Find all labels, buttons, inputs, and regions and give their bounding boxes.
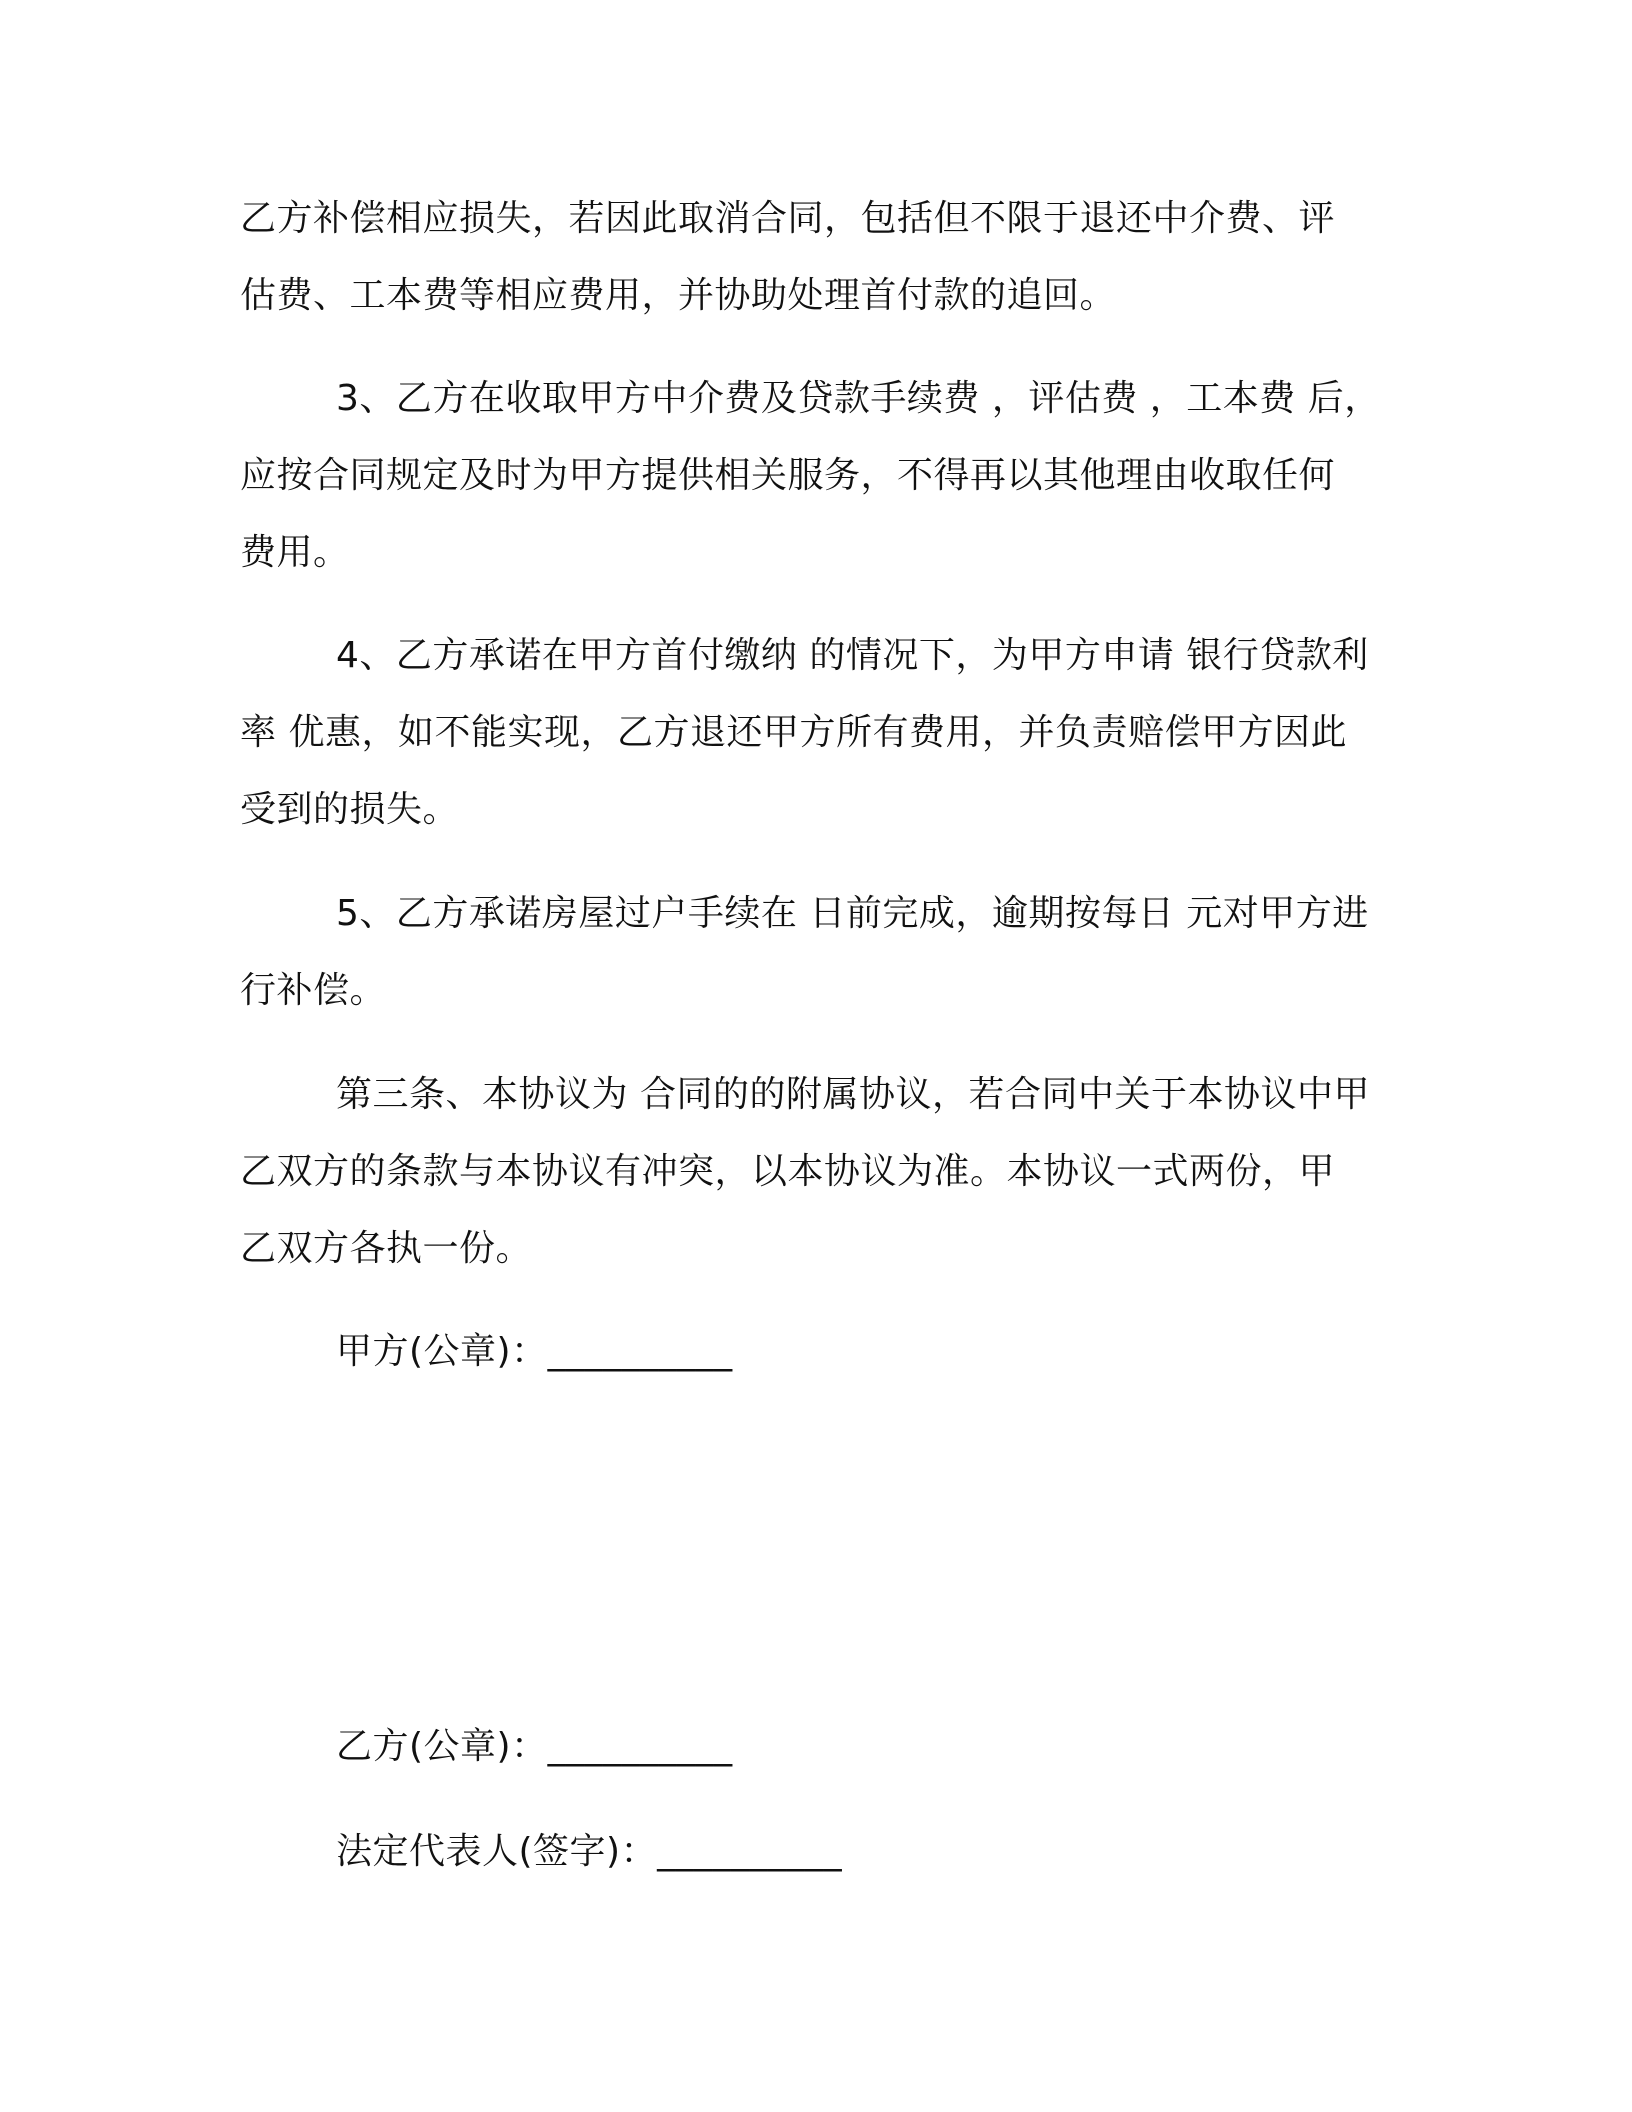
paragraph-line: 率 优惠，如不能实现，乙方退还甲方所有费用，并负责赔偿甲方因此 bbox=[240, 712, 1347, 753]
paragraph-line: 乙双方的条款与本协议有冲突，以本协议为准。本协议一式两份，甲 bbox=[240, 1151, 1336, 1192]
paragraph-compensation-continued bbox=[240, 180, 1400, 334]
paragraph-article-3 bbox=[240, 1056, 1400, 1287]
paragraph-line: 乙双方各执一份。 bbox=[240, 1228, 533, 1269]
party-a-signature-line: 甲方(公章)：__________ bbox=[336, 1331, 733, 1372]
paragraph-line: 4、乙方承诺在甲方首付缴纳 的情况下，为甲方申请 银行贷款利 bbox=[336, 635, 1369, 676]
paragraph-clause-4 bbox=[240, 617, 1400, 848]
legal-representative-signature-line: 法定代表人(签字)：__________ bbox=[336, 1831, 843, 1872]
paragraph-line: 应按合同规定及时为甲方提供相关服务，不得再以其他理由收取任何 bbox=[240, 455, 1336, 496]
party-b-signature-line: 乙方(公章)：__________ bbox=[336, 1726, 733, 1767]
paragraph-line: 估费、工本费等相应费用，并协助处理首付款的追回。 bbox=[240, 275, 1117, 316]
paragraph-line: 受到的损失。 bbox=[240, 789, 460, 830]
paragraph-line: 费用。 bbox=[240, 532, 350, 573]
paragraph-clause-3 bbox=[240, 360, 1400, 591]
paragraph-clause-5 bbox=[240, 875, 1400, 1029]
paragraph-line: 行补偿。 bbox=[240, 970, 387, 1011]
paragraph-line: 5、乙方承诺房屋过户手续在 日前完成，逾期按每日 元对甲方进 bbox=[336, 893, 1369, 934]
paragraph-line: 第三条、本协议为 合同的的附属协议，若合同中关于本协议中甲 bbox=[336, 1074, 1370, 1115]
paragraph-line: 乙方补偿相应损失，若因此取消合同，包括但不限于退还中介费、评 bbox=[240, 198, 1336, 239]
paragraph-line: 3、乙方在收取甲方中介费及贷款手续费 ，评估费 ，工本费 后， bbox=[336, 378, 1381, 419]
